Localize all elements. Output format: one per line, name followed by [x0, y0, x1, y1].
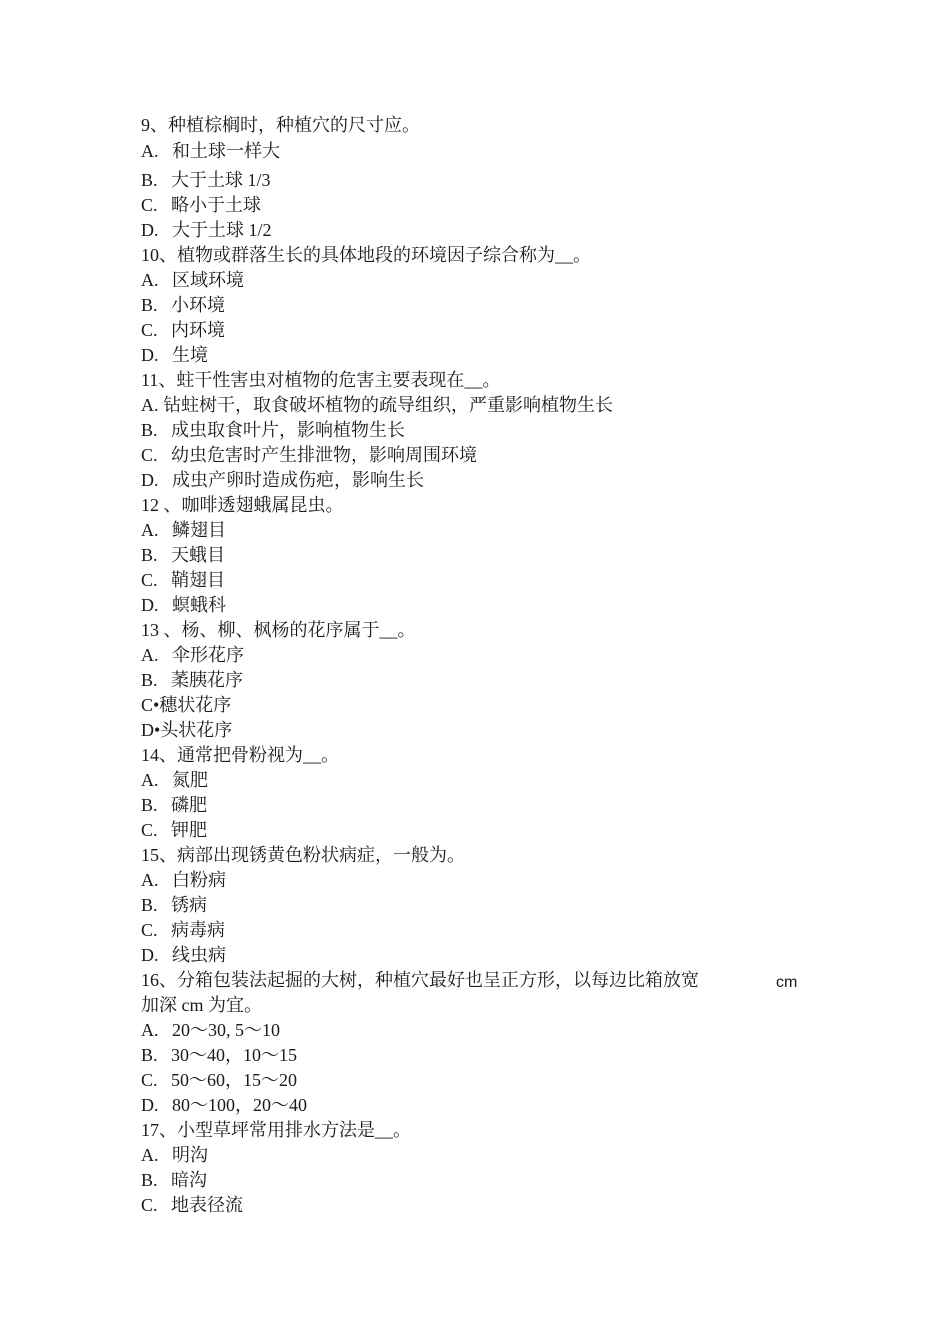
question-13: 13 、杨、柳、枫杨的花序属于__。 — [141, 620, 416, 640]
option-10c: C. 内环境 — [141, 320, 226, 340]
option-17a: A. 明沟 — [141, 1145, 208, 1165]
question-9: 9、种植棕榈时，种植穴的尺寸应。 — [141, 115, 420, 135]
option-16a: A. 20〜30, 5〜10 — [141, 1020, 280, 1040]
option-9a: A. 和土球一样大 — [141, 141, 280, 161]
question-15: 15、病部出现锈黄色粉状病症，一般为。 — [141, 845, 465, 865]
option-12a: A. 鳞翅目 — [141, 520, 226, 540]
option-16c: C. 50〜60，15〜20 — [141, 1070, 298, 1090]
option-11a: A. 钻蛀树干，取食破坏植物的疏导组织，严重影响植物生长 — [141, 395, 613, 415]
option-14b: B. 磷肥 — [141, 795, 208, 815]
option-15b: B. 锈病 — [141, 895, 208, 915]
question-10: 10、植物或群落生长的具体地段的环境因子综合称为__。 — [141, 245, 591, 265]
option-11d: D. 成虫产卵时造成伤疤，影响生长 — [141, 470, 424, 490]
option-13d: D•头状花序 — [141, 720, 233, 740]
option-16b: B. 30〜40，10〜15 — [141, 1045, 298, 1065]
option-17c: C. 地表径流 — [141, 1195, 244, 1215]
cm-note: cm — [776, 974, 798, 991]
question-12: 12 、咖啡透翅蛾属昆虫。 — [141, 495, 344, 515]
option-10d: D. 生境 — [141, 345, 208, 365]
option-9c: C. 略小于土球 — [141, 195, 262, 215]
option-15a: A. 白粉病 — [141, 870, 226, 890]
option-14a: A. 氮肥 — [141, 770, 208, 790]
option-10a: A. 区域环境 — [141, 270, 244, 290]
question-16: 16、分箱包装法起掘的大树，种植穴最好也呈正方形，以每边比箱放宽 — [141, 970, 699, 990]
question-11: 11、蛀干性害虫对植物的危害主要表现在__。 — [141, 370, 501, 390]
question-14: 14、通常把骨粉视为__。 — [141, 745, 339, 765]
option-9b: B. 大于土球 1/3 — [141, 170, 271, 190]
option-12b: B. 天蛾目 — [141, 545, 226, 565]
option-12d: D. 螟蛾科 — [141, 595, 226, 615]
option-12c: C. 鞘翅目 — [141, 570, 226, 590]
option-10b: B. 小环境 — [141, 295, 226, 315]
option-13b: B. 葇胰花序 — [141, 670, 244, 690]
option-14c: C. 钾肥 — [141, 820, 208, 840]
option-15c: C. 病毒病 — [141, 920, 226, 940]
question-17: 17、小型草坪常用排水方法是__。 — [141, 1120, 411, 1140]
option-17b: B. 暗沟 — [141, 1170, 208, 1190]
question-16-cont: 加深 cm 为宜。 — [141, 995, 262, 1015]
option-11b: B. 成虫取食叶片，影响植物生长 — [141, 420, 406, 440]
option-13a: A. 伞形花序 — [141, 645, 244, 665]
option-16d: D. 80〜100，20〜40 — [141, 1095, 307, 1115]
option-11c: C. 幼虫危害时产生排泄物，影响周围环境 — [141, 445, 478, 465]
option-15d: D. 线虫病 — [141, 945, 226, 965]
option-13c: C•穗状花序 — [141, 695, 232, 715]
option-9d: D. 大于土球 1/2 — [141, 220, 272, 240]
